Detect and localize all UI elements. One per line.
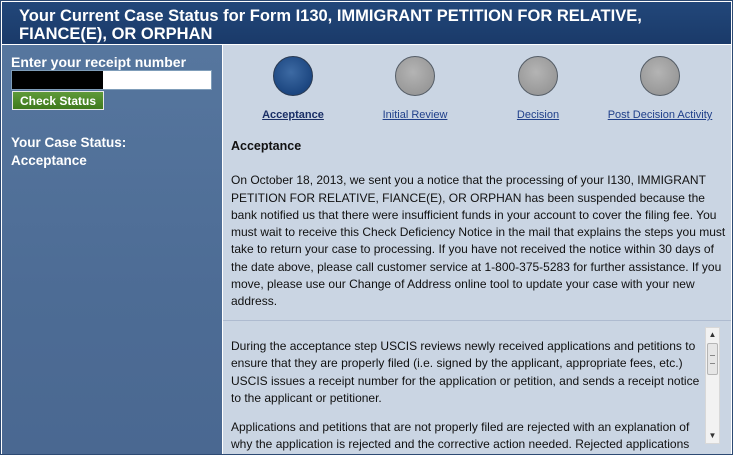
- case-status-summary: [11, 134, 126, 170]
- page-title-line-1: Your Current Case Status for Form I130, IMMIGRANT PETITION FOR RELATIVE,: [19, 7, 642, 25]
- redacted-receipt-number: [12, 71, 103, 89]
- case-status-value: Acceptance: [11, 153, 87, 168]
- progress-steps: [223, 45, 731, 123]
- step-initial-review: [355, 56, 475, 121]
- step-description-paragraph-1: During the acceptance step USCIS reviews newly received applications and petitions to ensure that they are properly filed (i.e. signed by the applicant, appropriate fees, etc.) USCIS issues a receipt number for the application or petition, and sends a receipt notice to the applicant or petitioner.: [231, 339, 700, 405]
- step-decision-link[interactable]: Decision: [516, 109, 560, 121]
- page-title-line-2: FIANCE(E), OR ORPHAN: [19, 25, 213, 43]
- step-description-paragraph-2: Applications and petitions that are not properly filed are rejected with an explanation of why the application is rejected and the corrective action needed. Rejected applications: [231, 420, 690, 452]
- vertical-scrollbar[interactable]: [705, 327, 720, 444]
- step-initial-review-circle-icon: [395, 56, 435, 96]
- down-arrow-icon[interactable]: ▼: [708, 431, 717, 440]
- step-post-decision-activity-link[interactable]: Post Decision Activity: [607, 109, 713, 121]
- step-description-text: [231, 338, 707, 454]
- status-notice-text: On October 18, 2013, we sent you a notice that the processing of your I130, IMMIGRANT PETITION FOR RELATIVE, FIANCE(E), OR ORPHAN has been suspended because the bank notified us that there were insufficient funds in your account to cover the filing fee. You must wait to receive this Check Deficiency Notice in the mail that explains the steps you must take to return your case to processing. If you have not received the notice within 30 days of the date above, please call customer service at 1-800-375-5283 for further assistance. If you move, please use our Change of Address online tool to update your case with your new address.: [231, 173, 726, 309]
- page-header: [2, 2, 731, 44]
- check-status-button[interactable]: Check Status: [12, 91, 104, 110]
- status-details: [231, 138, 726, 311]
- step-post-decision-circle-icon: [640, 56, 680, 96]
- status-heading: Acceptance: [231, 139, 302, 153]
- scrollbar-thumb[interactable]: [707, 343, 718, 375]
- step-acceptance: [233, 56, 353, 121]
- step-acceptance-circle-icon: [273, 56, 313, 96]
- sidebar: [2, 45, 222, 454]
- step-acceptance-link[interactable]: Acceptance: [262, 109, 324, 121]
- case-status-label: Your Case Status:: [11, 135, 127, 150]
- step-post-decision-activity: [600, 56, 720, 121]
- step-decision-circle-icon: [518, 56, 558, 96]
- step-decision: [478, 56, 598, 121]
- receipt-number-label: Enter your receipt number: [11, 54, 187, 70]
- main-content: [223, 45, 731, 454]
- up-arrow-icon[interactable]: ▲: [708, 330, 717, 339]
- step-initial-review-link[interactable]: Initial Review: [382, 109, 448, 121]
- step-description-scroll-area[interactable]: [223, 320, 731, 454]
